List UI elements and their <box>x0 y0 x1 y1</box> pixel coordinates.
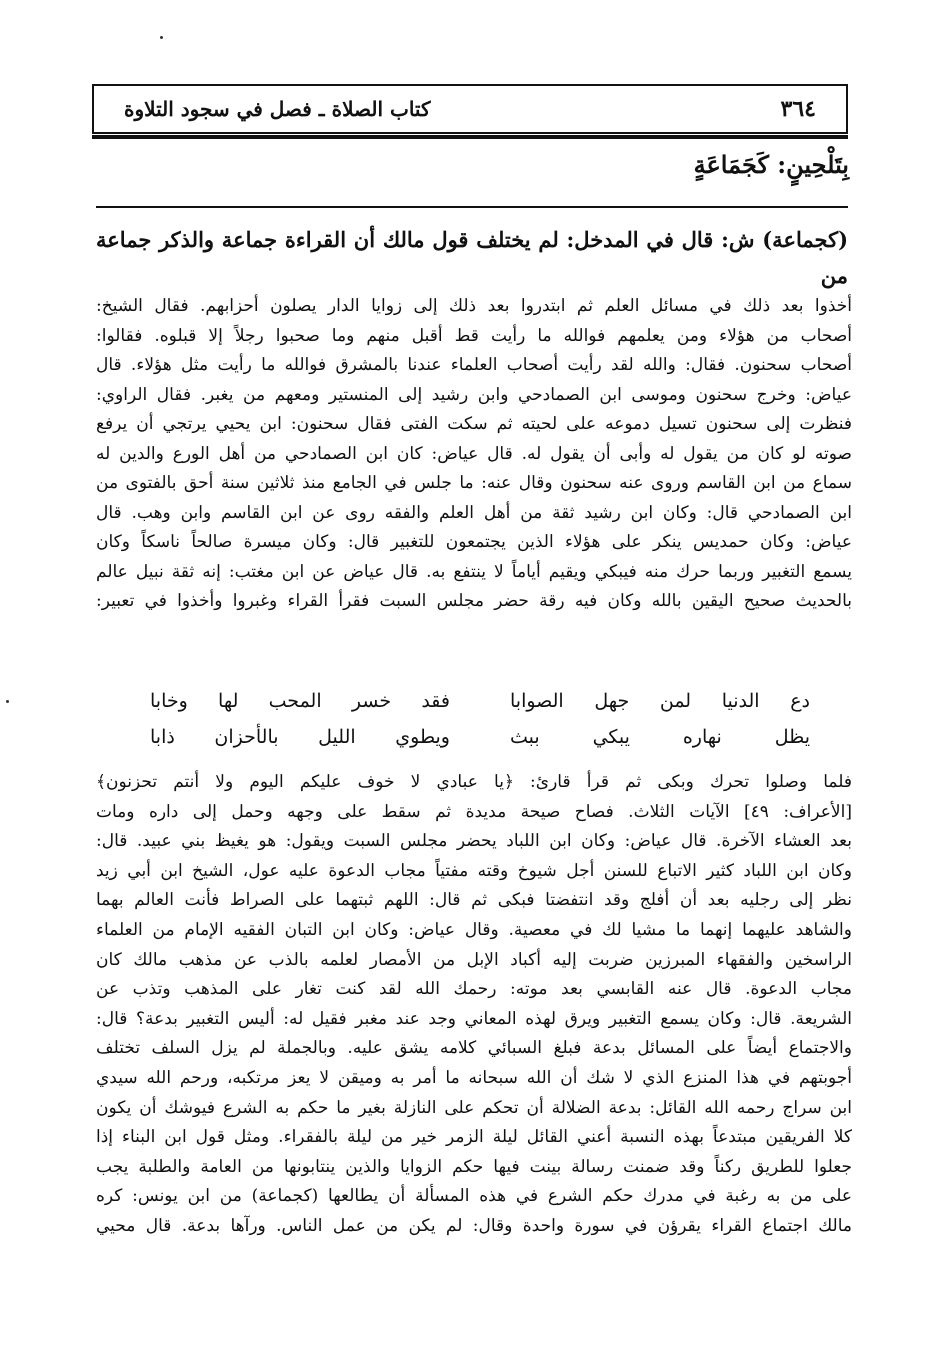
page-number: ٣٦٤ <box>780 96 816 122</box>
text-line: سماع من ابن القاسم وروى عنه سحنون وقال عنه: ما جلس في الجامع منذ ثلاثين سنة أحق بالفتوى من <box>96 473 852 493</box>
text-line: الراسخين والفقهاء المبرزين ضربت إليه أكباد الإبل من الأمصار لعلمه بالذب عن مذهب مالك كان <box>96 949 852 970</box>
matn-text: بِتَلْحِينٍ: كَجَمَاعَةٍ <box>693 150 849 179</box>
text-line: نظر إلى رجليه بعد أن أفلج وقد انتفضتا فبكى ثم قال: اللهم ثبتهما على الصراط فأنت العالم بهما <box>96 890 852 911</box>
text-line: مالك اجتماع القراء يقرؤن في سورة واحدة وقال: لم يكن من عمل الناس. ورآها بدعة. قال محيي <box>96 1215 852 1236</box>
running-title: كتاب الصلاة ـ فصل في سجود التلاوة <box>124 97 431 121</box>
scan-speck <box>6 700 9 703</box>
commentary-heading: (كجماعة) ش: قال في المدخل: لم يختلف قول مالك أن القراءة جماعة والذكر جماعة من <box>96 227 849 288</box>
text-line: عياض: وخرج سحنون وموسى ابن الصمادحي وابن رشيد إلى المنستير ومعهم من يغبر. فقال الراوي: <box>96 384 852 405</box>
text-line: والشاهد عليهما إنهما ما مشيا لك في معصية. وقال عياض: وكان ابن التبان الفقيه الإمام من العلماء <box>96 919 852 940</box>
text-line: فلما وصلوا تحرك وبكى ثم قرأ قارئ: ﴿يا عبادي لا خوف عليكم اليوم ولا أنتم تحزنون﴾ <box>96 772 852 792</box>
text-line: ابن سراج رحمه الله القائل: بدعة الضلالة أن تحكم على النازلة بغير ما حكم به الشرع فيوشك أن يكون <box>96 1097 852 1118</box>
text-line: بعد العشاء الآخرة. قال عياض: وكان ابن اللباد يحضر مجلس السبت ويقول: هو يغيظ بني عبيد. قال: <box>96 831 852 852</box>
poem-second-hemistich: ويطوي الليل بالأحزان ذابا <box>150 726 450 748</box>
text-line: ابن الصمادحي قال: وكان ابن رشيد ثقة من أهل العلم والفقه روى عن ابن القاسم وابن وهب. قال <box>96 502 852 523</box>
poem-first-hemistich: دع الدنيا لمن جهل الصوابا <box>510 690 810 712</box>
poem-block <box>150 683 810 755</box>
text-line: والاجتماع أيضاً على المسائل بدعة فبلغ السبائي كلامه يشق عليه. وبالجملة لم يزل السلف تختلف <box>96 1038 852 1059</box>
commentary-body <box>96 292 852 617</box>
poem-verse <box>150 683 810 719</box>
commentary-body-continued <box>96 768 852 1242</box>
text-line: أخذوا بعد ذلك في مسائل العلم ثم ابتدروا بعد ذلك إلى زوايا الدار يصلون أحزابهم. فقال الشيخ: <box>96 296 852 316</box>
text-line: عياض: وكان حمديس ينكر على هؤلاء الذين يجتمعون للتغبير قال: وكان ميسرة صالحاً ناسكاً وكان <box>96 532 852 552</box>
text-line: على من به رغبة في مدرك حكم الشرع في هذه المسألة أن يطالعها (كجماعة) من ابن يونس: كره <box>96 1186 852 1207</box>
scan-speck <box>160 36 163 39</box>
text-line: أجوبتهم في هذا المنزع الذي لا شك أن الله سبحانه ما أمر به وميقن لا يعز مرتكبه، ورحم الله سيدي <box>96 1067 852 1088</box>
text-line: [الأعراف: ٤٩] الآيات الثلاث. فصاح صيحة مديدة ثم سقط على وجهه وحمل إلى داره ومات <box>96 801 852 822</box>
text-line: فنظرت إلى سحنون تسيل دموعه على لحيته ثم سكت الفتى فقال سحنون: ابن يحيي يرتجي أن يرفع <box>96 414 852 434</box>
text-line: مجاب الدعوة. قال عنه القابسي بعد موته: رحمك الله لقد كنت تغار على المذهب وتذب عن <box>96 979 852 1000</box>
text-line: بالحديث صحيح اليقين بالله وكان فيه رقة حضر مجلس السبت فقرأ القراء وغبروا وأخذوا في تعبير: <box>96 591 852 611</box>
poem-verse <box>150 719 810 755</box>
text-line: جعلوا للطريق ركناً وقد ضمنت رسالة بينت فيها حكم الزوايا والذين ينتابونها من العامة والطلبة يجب <box>96 1156 852 1177</box>
poem-first-hemistich: يظل نهاره يبكي ببث <box>510 726 810 748</box>
poem-second-hemistich: فقد خسر المحب لها وخابا <box>150 690 450 712</box>
text-line: الشريعة. قال: وكان يسمع التغبير ويرق لهذه المعاني وجد عند مغبر فقيل له: أليس التغبير بدعة؟ قال: <box>96 1008 852 1029</box>
text-line: كلا الفريقين مبتدعاً بهذه النسبة أعني القائل ليلة الزمر خير من ليلة بالفقراء. ومثل قول ابن البناء إذا <box>96 1127 852 1148</box>
header-underline <box>92 135 848 139</box>
text-line: أصحاب سحنون. فقال: والله لقد رأيت أصحاب العلماء عندنا بالمشرق فوالله ما رأيت مثل هؤلاء. قال <box>96 355 852 375</box>
divider-rule <box>96 206 848 208</box>
text-line: يسمع التغبير وربما حرك منه فيبكي ويقيم أياماً لا ينتفع به. قال عياض عن ابن مغتب: إنه ثقة نبيل عالم <box>96 561 852 582</box>
text-line: وكان ابن اللباد كثير الاتباع للسنن أجل شيوخ وقته مفتياً مجاب الدعوة عليه عول، الشيخ ابن أبي زيد <box>96 860 852 881</box>
page-header <box>92 84 848 134</box>
text-line: أصحاب من هؤلاء ومن يعلمهم فوالله ما رأيت قط أقبل منهم وما صحبوا رجلاً إلا قبلوه. فقالوا: <box>96 325 852 346</box>
text-line: صوته لو كان من يقول له وأبى أن يقول له. قال عياض: كان ابن الصمادحي من أهل الورع والدين له <box>96 443 852 464</box>
